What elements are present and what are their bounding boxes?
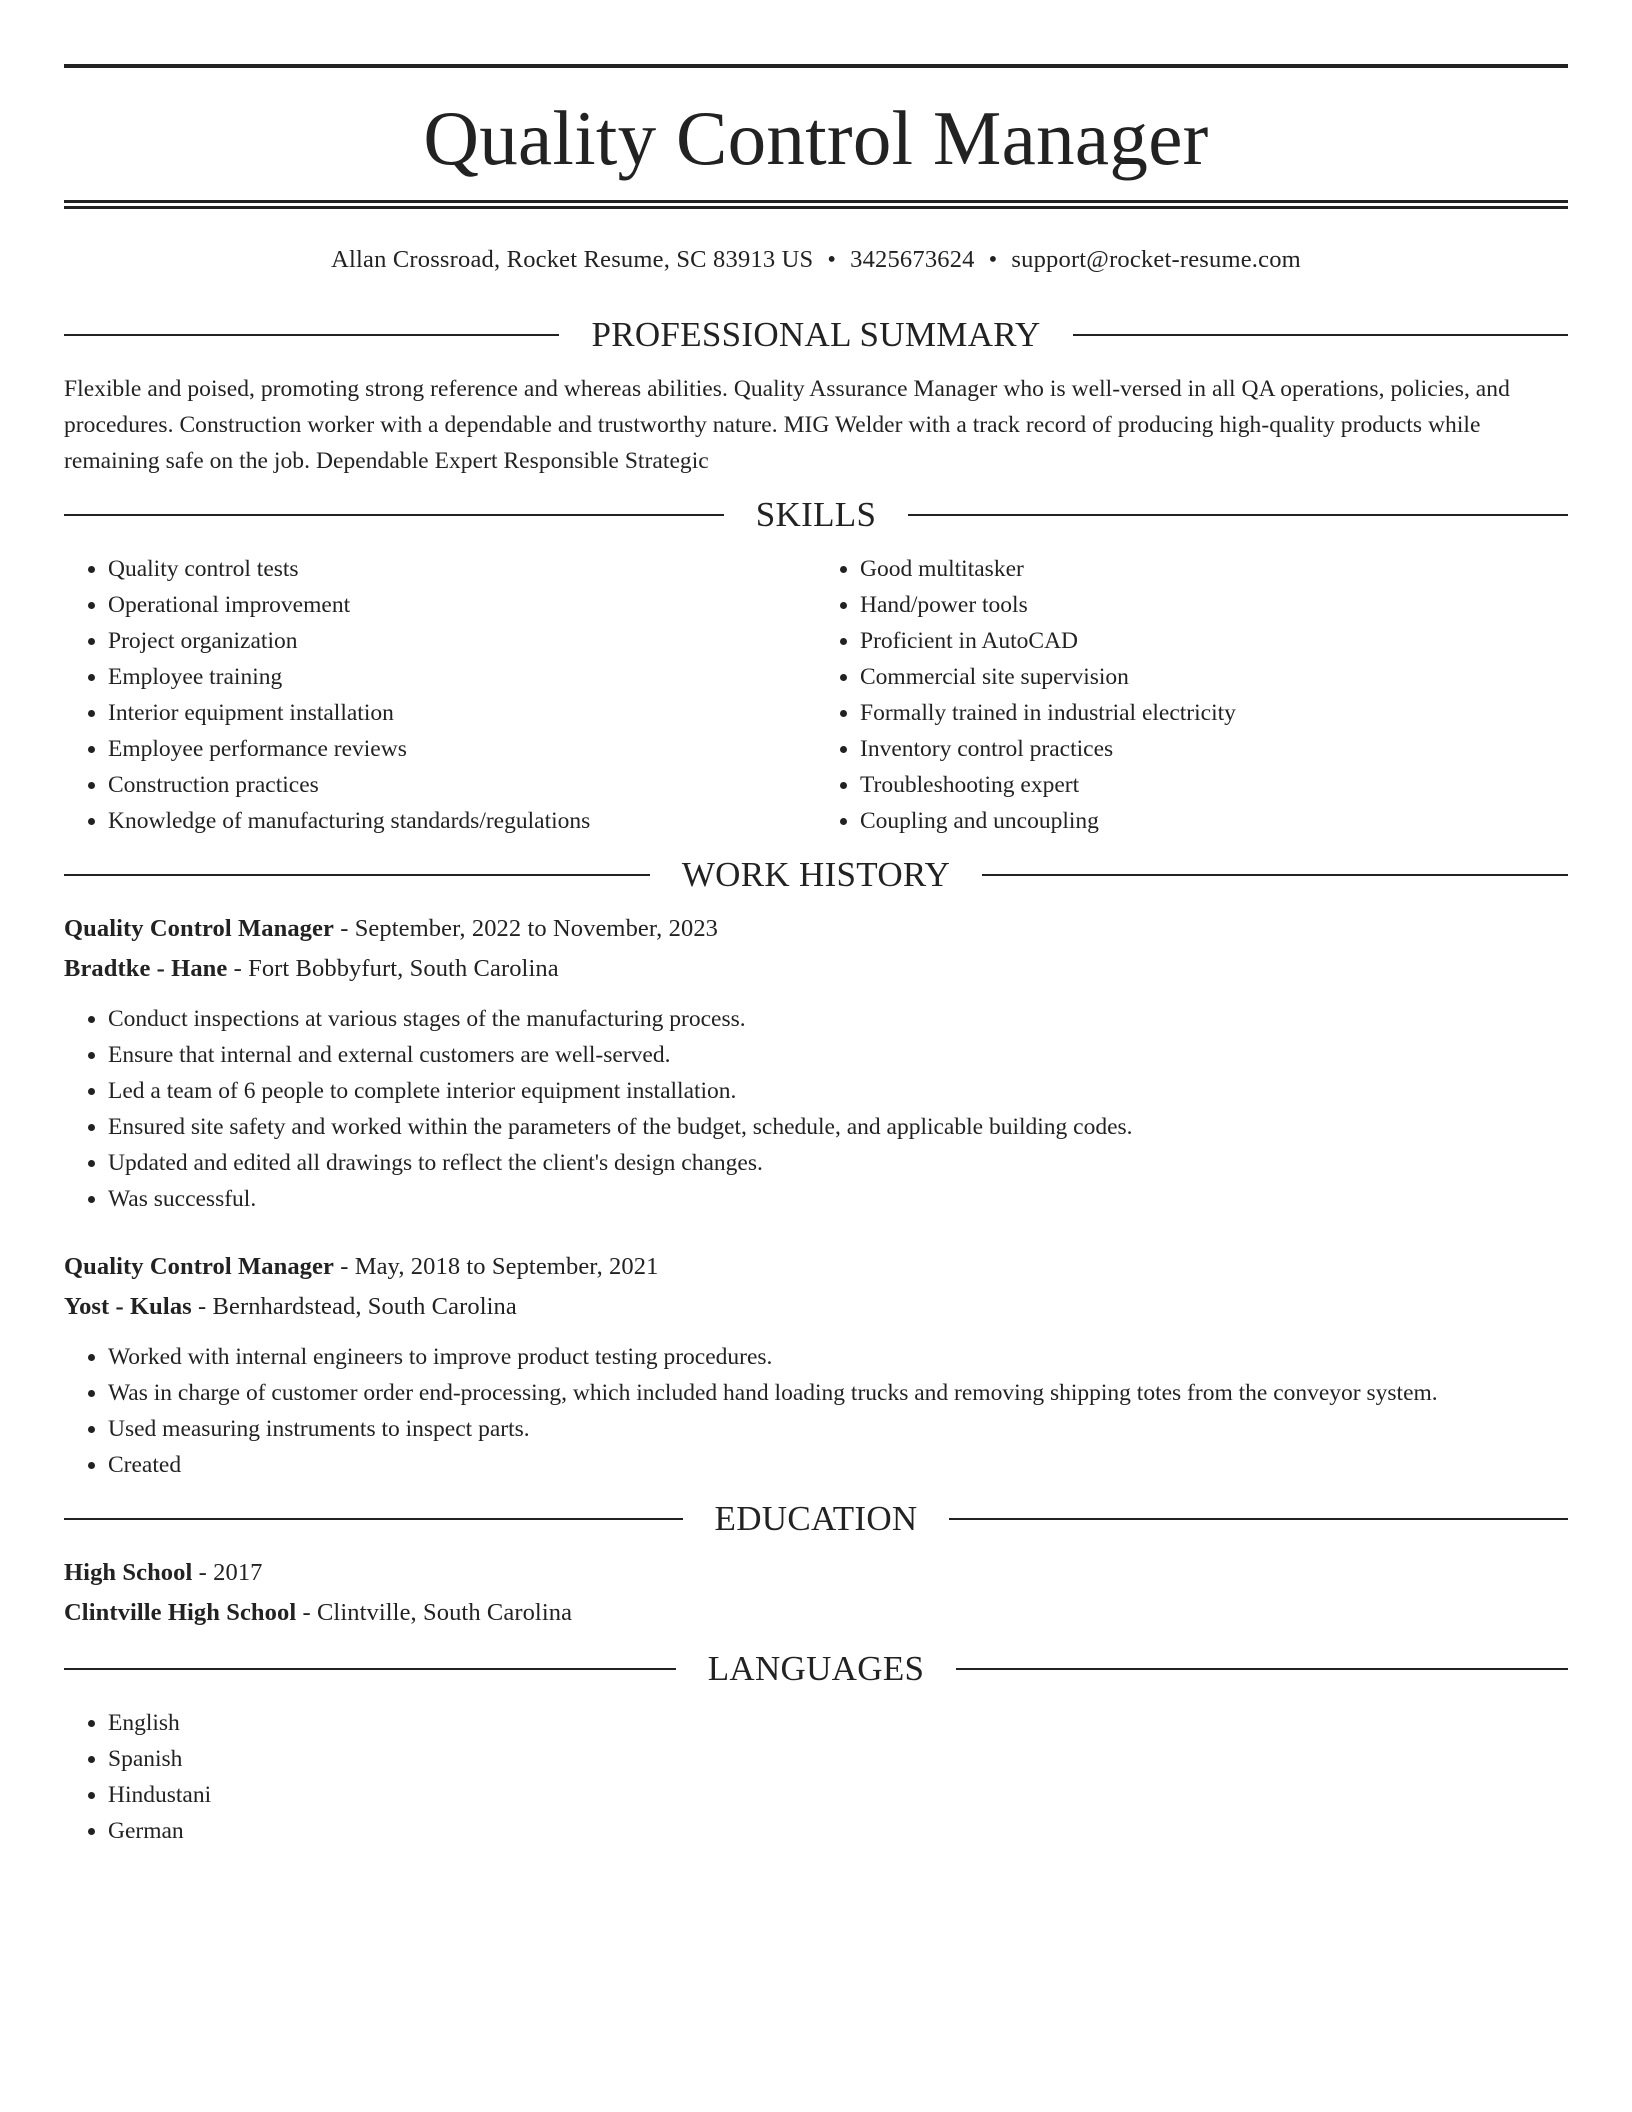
job-bullets <box>64 1001 1568 1217</box>
skills-columns <box>64 551 1568 839</box>
heading-rule <box>949 1518 1568 1520</box>
languages-list <box>64 1705 1568 1849</box>
education-location: Clintville, South Carolina <box>316 1599 573 1626</box>
list-item: • Inventory control practices <box>860 731 1568 767</box>
heading-rule <box>64 334 559 336</box>
heading-text: WORK HISTORY <box>681 855 951 894</box>
education-school: Clintville High School <box>64 1599 297 1626</box>
job-company: Bradtke - Hane <box>64 955 228 982</box>
contact-phone: 3425673624 <box>850 246 975 273</box>
list-item: • Knowledge of manufacturing standards/regulations <box>108 803 816 839</box>
heading-rule <box>64 1518 683 1520</box>
list-item: • Ensured site safety and worked within the parameters of the budget, schedule, and applicable building codes. <box>108 1109 1568 1145</box>
job-dates: September, 2022 to November, 2023 <box>354 915 719 942</box>
heading-text: SKILLS <box>755 495 877 534</box>
list-item: • Hand/power tools <box>860 587 1568 623</box>
job-entry <box>64 1247 1568 1483</box>
list-item: • Hindustani <box>108 1777 1568 1813</box>
job-title: Quality Control Manager <box>64 915 334 942</box>
contact-line <box>64 243 1568 277</box>
education-entry <box>64 1553 1568 1633</box>
contact-separator: • <box>988 246 998 273</box>
heading-rule <box>1073 334 1568 336</box>
list-item: • Conduct inspections at various stages of the manufacturing process. <box>108 1001 1568 1037</box>
job-bullets <box>64 1339 1568 1483</box>
list-item: • Created <box>108 1447 1568 1483</box>
education-degree-line: High School - 2017 <box>64 1559 263 1586</box>
education-year: 2017 <box>213 1559 263 1586</box>
title-double-rule <box>64 200 1568 209</box>
job-dates: May, 2018 to September, 2021 <box>354 1253 659 1280</box>
skills-list-left <box>64 551 816 839</box>
list-item: • German <box>108 1813 1568 1849</box>
contact-separator: • <box>827 246 837 273</box>
heading-text: LANGUAGES <box>707 1649 925 1688</box>
section-heading-languages <box>64 1647 1568 1691</box>
contact-email: support@rocket-resume.com <box>1011 246 1301 273</box>
list-item: • Used measuring instruments to inspect parts. <box>108 1411 1568 1447</box>
section-heading-skills <box>64 493 1568 537</box>
job-entry <box>64 909 1568 1217</box>
list-item: • Coupling and uncoupling <box>860 803 1568 839</box>
job-location: Bernhardstead, South Carolina <box>212 1293 517 1320</box>
heading-text: PROFESSIONAL SUMMARY <box>591 315 1041 354</box>
list-item: • Good multitasker <box>860 551 1568 587</box>
contact-address: Allan Crossroad, Rocket Resume, SC 83913 US <box>331 246 814 273</box>
heading-rule <box>956 1668 1568 1670</box>
section-heading-summary <box>64 313 1568 357</box>
top-rule <box>64 64 1568 68</box>
skills-list-right <box>816 551 1568 839</box>
heading-rule <box>64 514 724 516</box>
list-item: • Quality control tests <box>108 551 816 587</box>
list-item: • Interior equipment installation <box>108 695 816 731</box>
list-item: • Updated and edited all drawings to reflect the client's design changes. <box>108 1145 1568 1181</box>
resume-page <box>64 64 1568 1849</box>
list-item: • Spanish <box>108 1741 1568 1777</box>
heading-rule <box>64 874 650 876</box>
list-item: • Ensure that internal and external customers are well-served. <box>108 1037 1568 1073</box>
job-company-line: Bradtke - Hane - Fort Bobbyfurt, South Carolina <box>64 955 559 982</box>
list-item: • Formally trained in industrial electricity <box>860 695 1568 731</box>
list-item: • Was successful. <box>108 1181 1568 1217</box>
job-title-line: Quality Control Manager - May, 2018 to September, 2021 <box>64 1253 659 1280</box>
heading-rule <box>64 1668 676 1670</box>
job-company: Yost - Kulas <box>64 1293 192 1320</box>
list-item: • Construction practices <box>108 767 816 803</box>
education-school-line: Clintville High School - Clintville, South Carolina <box>64 1599 573 1626</box>
list-item: • Worked with internal engineers to improve product testing procedures. <box>108 1339 1568 1375</box>
list-item: • Employee performance reviews <box>108 731 816 767</box>
list-item: • Proficient in AutoCAD <box>860 623 1568 659</box>
list-item: • English <box>108 1705 1568 1741</box>
job-title-line: Quality Control Manager - September, 2022 to November, 2023 <box>64 915 719 942</box>
list-item: • Operational improvement <box>108 587 816 623</box>
resume-title: Quality Control Manager <box>423 95 1209 181</box>
list-item: • Was in charge of customer order end-processing, which included hand loading trucks and removing shipping totes from the conveyor system. <box>108 1375 1568 1411</box>
heading-text: EDUCATION <box>714 1499 918 1538</box>
education-degree: High School <box>64 1559 193 1586</box>
list-item: • Troubleshooting expert <box>860 767 1568 803</box>
section-heading-education <box>64 1497 1568 1541</box>
section-heading-work <box>64 853 1568 897</box>
job-location: Fort Bobbyfurt, South Carolina <box>248 955 559 982</box>
heading-rule <box>908 514 1568 516</box>
summary-text: Flexible and poised, promoting strong reference and whereas abilities. Quality Assurance Manager who is well-versed in all QA operations, policies, and procedures. Construction worker with a dependable and trustworthy nature. MIG Welder with a track record of producing high-quality products while remaining safe on the job. Dependable Expert Responsible Strategic <box>64 376 1510 474</box>
job-title: Quality Control Manager <box>64 1253 334 1280</box>
list-item: • Led a team of 6 people to complete interior equipment installation. <box>108 1073 1568 1109</box>
list-item: • Project organization <box>108 623 816 659</box>
list-item: • Employee training <box>108 659 816 695</box>
list-item: • Commercial site supervision <box>860 659 1568 695</box>
heading-rule <box>982 874 1568 876</box>
job-company-line: Yost - Kulas - Bernhardstead, South Carolina <box>64 1293 517 1320</box>
